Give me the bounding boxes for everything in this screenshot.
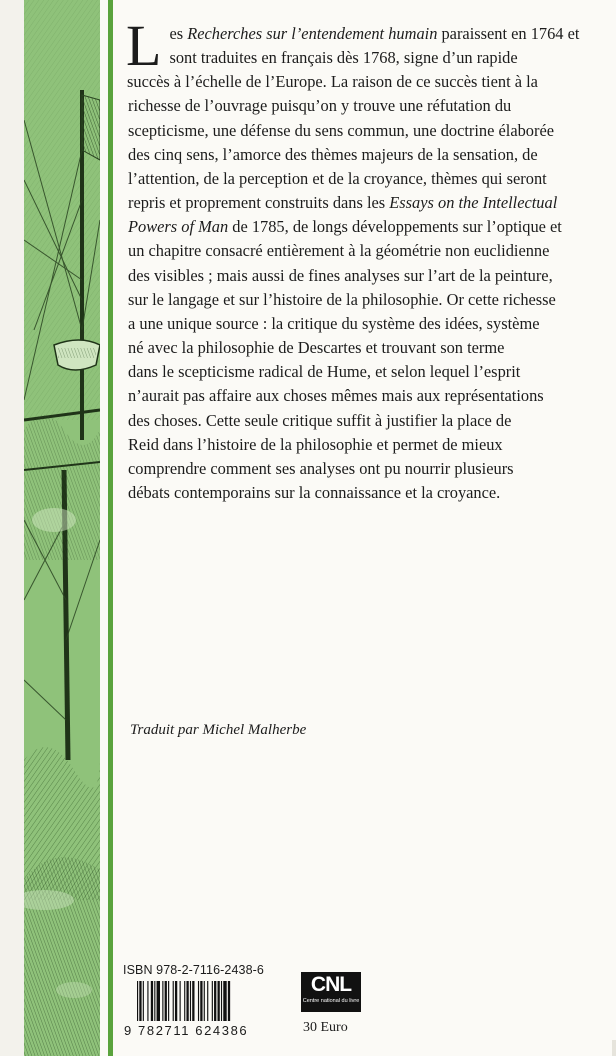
description-line: repris et proprement construits dans les Essays on the Intellectual <box>128 193 558 213</box>
description-line: richesse de l’ouvrage puisqu’on y trouve une réfutation du <box>128 96 512 116</box>
barcode-bar <box>221 981 222 1021</box>
green-vertical-rule <box>108 0 113 1056</box>
description-line: n’aurait pas affaire aux choses mêmes mais aux représentations <box>128 386 544 406</box>
barcode-bar <box>198 981 199 1021</box>
description-line: sont traduites en français dès 1768, signe d’un rapide <box>169 48 518 68</box>
description-line: des cinq sens, l’amorce des thèmes majeurs de la sensation, de <box>128 144 538 164</box>
description-line: l’attention, de la perception et de la croyance, thèmes qui seront <box>128 168 547 188</box>
barcode-bar <box>200 981 202 1021</box>
barcode-bar <box>162 981 163 1021</box>
barcode-bar <box>175 981 177 1021</box>
barcode-bar <box>190 981 191 1021</box>
barcode-bar <box>173 981 174 1021</box>
translator-credit: Traduit par Michel Malherbe <box>130 722 307 738</box>
back-cover-description <box>126 13 616 505</box>
description-line: débats contemporains sur la connaissance et la croyance. <box>128 482 501 502</box>
barcode-bar <box>214 981 216 1021</box>
barcode-bar <box>168 981 169 1021</box>
barcode-bar <box>143 981 144 1021</box>
cnl-logo-text: CNL <box>310 973 352 996</box>
description-line: succès à l’échelle de l’Europe. La raison de ce succès tient à la <box>127 72 538 92</box>
description-line: dans le scepticisme radical de Hume, et selon lequel l’esprit <box>128 362 521 382</box>
description-line: es Recherches sur l’entendement humain paraissent en 1764 et <box>169 24 580 43</box>
cnl-logo <box>301 972 361 1012</box>
description-line: des visibles ; mais aussi de fines analyses sur l’art de la peinture, <box>128 265 553 285</box>
barcode-bar <box>151 981 153 1021</box>
description-line: des choses. Cette seule critique suffit à justifier la place de <box>128 410 512 430</box>
barcode-bar <box>228 981 230 1021</box>
description-line: sur le langage et sur l’histoire de la philosophie. Or cette richesse <box>128 289 556 309</box>
barcode-bar <box>137 981 138 1021</box>
drop-cap: L <box>126 13 162 78</box>
barcode-bar <box>223 981 226 1021</box>
description-line: Reid dans l’histoire de la philosophie et permet de mieux <box>128 434 503 454</box>
description-line: scepticisme, une défense du sens commun, une doctrine élaborée <box>128 120 555 140</box>
page-edge <box>612 1040 616 1056</box>
description-line: Powers of Man de 1785, de longs développements sur l’optique et <box>128 217 562 237</box>
barcode-bar <box>186 981 188 1021</box>
barcode-digits: 9 782711 624386 <box>124 1023 249 1038</box>
left-edge <box>0 0 24 1056</box>
price: 30 Euro <box>303 1020 348 1035</box>
barcode-bar <box>207 981 208 1021</box>
barcode-bar <box>139 981 141 1021</box>
barcode-icon <box>137 981 279 1021</box>
barcode-bar <box>180 981 181 1021</box>
barcode-bar <box>157 981 160 1021</box>
barcode-bar <box>204 981 205 1021</box>
cnl-logo-subtext: Centre national du livre <box>302 998 360 1004</box>
description-line: a une unique source : la critique du système des idées, système <box>128 313 540 333</box>
barcode-bar <box>192 981 194 1021</box>
barcode-bar <box>147 981 148 1021</box>
barcode-bar <box>212 981 213 1021</box>
description-line: né avec la philosophie de Descartes et trouvant son terme <box>128 338 505 358</box>
barcode-bar <box>165 981 167 1021</box>
description-line: comprendre comment ses analyses ont pu nourrir plusieurs <box>128 458 514 478</box>
barcode-bar <box>154 981 155 1021</box>
description-line: un chapitre consacré entièrement à la géométrie non euclidienne <box>128 241 550 261</box>
barcode-bar <box>184 981 185 1021</box>
isbn-number: ISBN 978-2-7116-2438-6 <box>123 963 264 977</box>
ship-engraving-image <box>24 0 100 1056</box>
barcode-bar <box>218 981 220 1021</box>
